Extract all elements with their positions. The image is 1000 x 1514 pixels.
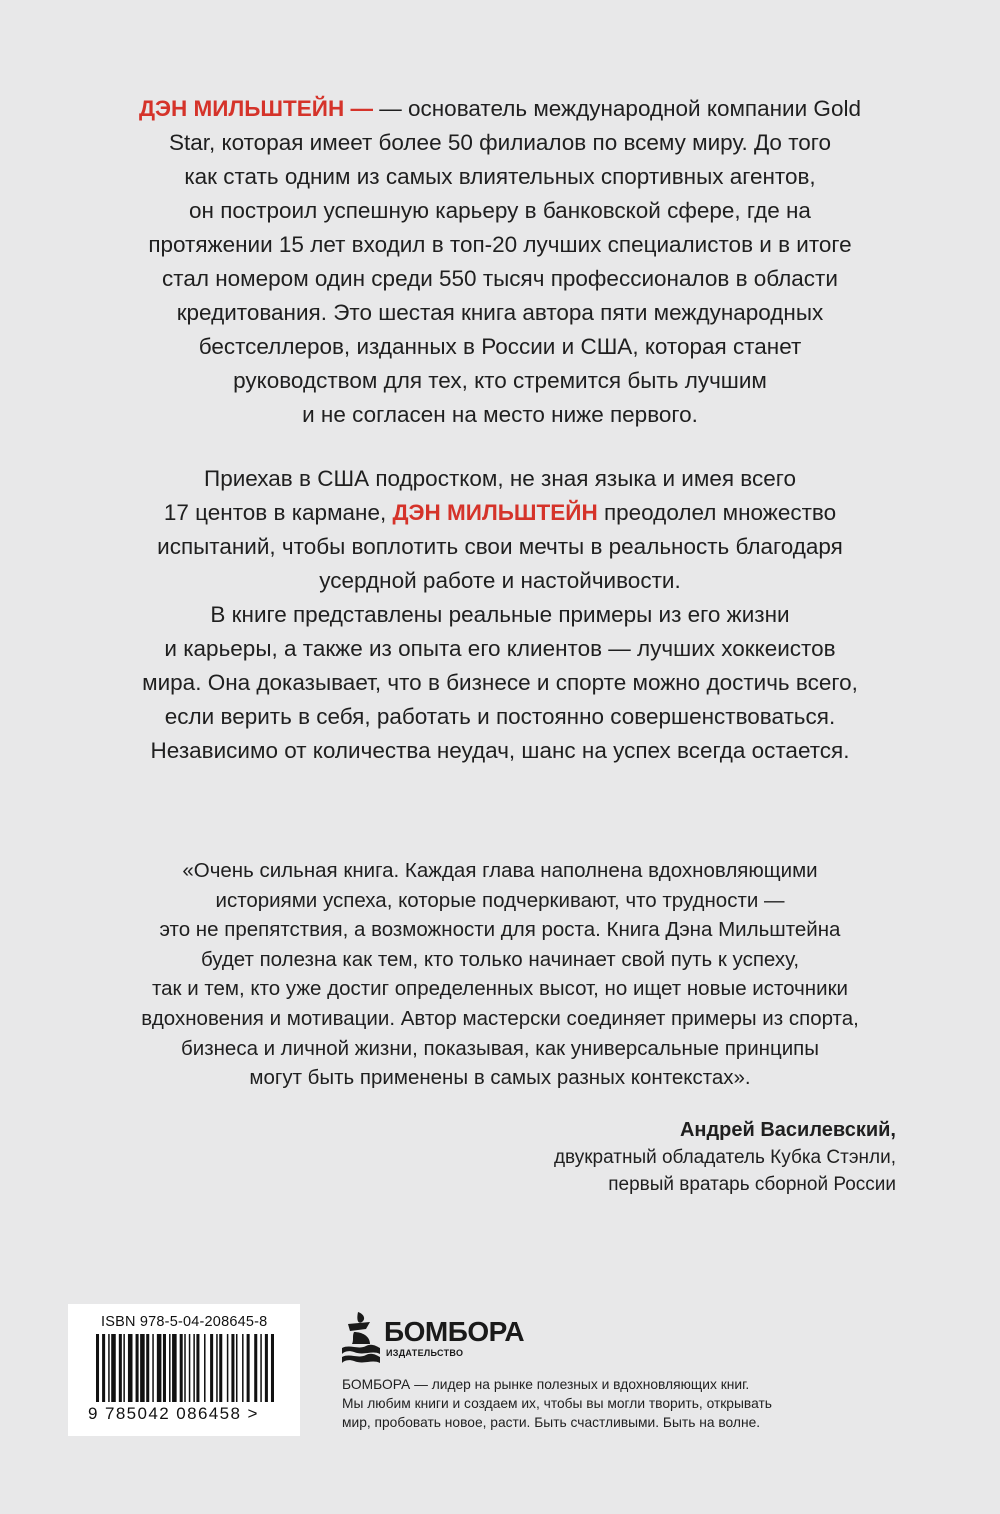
isbn-label: ISBN 978-5-04-208645-8 bbox=[101, 1314, 268, 1330]
bio-line: Независимо от количества неудач, шанс на успех всегда остается. bbox=[150, 738, 850, 763]
barcode-bar bbox=[219, 1334, 222, 1402]
barcode-bar bbox=[196, 1334, 199, 1402]
barcode-bar bbox=[157, 1334, 162, 1402]
attribution-title: двукратный обладатель Кубка Стэнли, bbox=[553, 1147, 896, 1168]
barcode-bar bbox=[242, 1334, 244, 1402]
bio-line: бестселлеров, изданных в России и США, которая станет bbox=[198, 334, 802, 359]
bio-line: испытаний, чтобы воплотить свои мечты в реальность благодаря bbox=[157, 534, 843, 559]
bio-line bbox=[70, 496, 930, 530]
barcode-bar bbox=[189, 1334, 191, 1402]
attribution-title: первый вратарь сборной России bbox=[608, 1174, 896, 1195]
quote-line: историями успеха, которые подчеркивают, что трудности — bbox=[215, 888, 785, 912]
bio-line: если верить в себя, работать и постоянно совершенствоваться. bbox=[164, 704, 836, 729]
quote-line: «Очень сильная книга. Каждая глава наполнена вдохновляющими bbox=[182, 859, 818, 882]
bio-line: Star, которая имеет более 50 филиалов по всему миру. До того bbox=[168, 130, 831, 155]
barcode-bar bbox=[204, 1334, 206, 1402]
barcode-bar bbox=[271, 1334, 274, 1402]
quote-line: вдохновения и мотивации. Автор мастерски соединяет примеры из спорта, bbox=[141, 1006, 859, 1030]
barcode-bar bbox=[96, 1334, 99, 1402]
barcode-bar bbox=[184, 1334, 186, 1402]
bio-line: мира. Она доказывает, что в бизнесе и спорте можно достичь всего, bbox=[142, 670, 858, 695]
barcode-bar bbox=[254, 1334, 257, 1402]
publisher-logo bbox=[340, 1310, 525, 1372]
barcode-bar bbox=[136, 1334, 139, 1402]
publisher-description bbox=[342, 1376, 772, 1432]
testimonial-quote bbox=[70, 856, 930, 1093]
barcode-bar bbox=[227, 1334, 229, 1402]
publisher-subtitle: ИЗДАТЕЛЬСТВО bbox=[386, 1348, 464, 1358]
isbn-barcode-box bbox=[68, 1304, 300, 1436]
barcode-bar bbox=[210, 1334, 213, 1402]
barcode-bar bbox=[231, 1334, 234, 1402]
publisher-desc-line: БОМБОРА — лидер на рынке полезных и вдохновляющих книг. bbox=[342, 1377, 750, 1392]
quote-line: могут быть применены в самых разных контекстах». bbox=[249, 1066, 751, 1090]
author-bio bbox=[70, 92, 930, 768]
attribution-name: Андрей Василевский, bbox=[679, 1119, 896, 1141]
barcode-bar bbox=[180, 1334, 183, 1402]
author-name-highlight: ДЭН МИЛЬШТЕЙН bbox=[139, 96, 345, 121]
bio-text: 17 центов в кармане, bbox=[163, 500, 393, 525]
quote-line: так и тем, кто уже достиг определенных высот, но ищет новые источники bbox=[151, 977, 848, 1001]
bio-line: и карьеры, а также из опыта его клиентов — лучших хоккеистов bbox=[164, 636, 836, 661]
barcode-bar bbox=[172, 1334, 177, 1402]
barcode-bar bbox=[247, 1334, 250, 1402]
barcode-bar bbox=[119, 1334, 122, 1402]
bio-line: и не согласен на место ниже первого. bbox=[302, 402, 698, 427]
barcode-digits: 9 785042 086458 > bbox=[88, 1404, 259, 1423]
bio-line: В книге представлены реальные примеры из его жизни bbox=[210, 602, 790, 627]
barcode-bar bbox=[163, 1334, 166, 1402]
quote-line: будет полезна как тем, кто только начинает свой путь к успеху, bbox=[200, 947, 800, 971]
barcode-bar bbox=[216, 1334, 218, 1402]
quote-line: бизнеса и личной жизни, показывая, как универсальные принципы bbox=[181, 1036, 819, 1060]
barcode-icon bbox=[96, 1334, 276, 1406]
bio-line: Приехав в США подростком, не зная языка и имея всего bbox=[204, 466, 796, 491]
barcode-bar bbox=[152, 1334, 154, 1402]
barcode-bar bbox=[169, 1334, 171, 1402]
bio-text: преодолел множество bbox=[597, 500, 837, 525]
bio-line: стал номером один среди 550 тысяч профессионалов в области bbox=[162, 266, 838, 291]
barcode-bar bbox=[111, 1334, 116, 1402]
wave-logo-icon bbox=[340, 1310, 382, 1366]
barcode-bar bbox=[108, 1334, 110, 1402]
author-name-highlight: ДЭН МИЛЬШТЕЙН bbox=[392, 500, 598, 525]
bio-line: ДЭН МИЛЬШТЕЙН — — основатель международной компании Gold bbox=[139, 96, 861, 121]
quote-line: это не препятствия, а возможности для роста. Книга Дэна Мильштейна bbox=[159, 918, 841, 942]
barcode-bar bbox=[260, 1334, 262, 1402]
bio-line: усердной работе и настойчивости. bbox=[319, 568, 681, 593]
bio-text: — основатель международной компании Gold bbox=[372, 96, 861, 121]
barcode-bar bbox=[146, 1334, 149, 1402]
paragraph-gap bbox=[70, 432, 930, 462]
bio-line: протяжении 15 лет входил в топ-20 лучших специалистов и в итоге bbox=[148, 232, 852, 257]
barcode-bar bbox=[102, 1334, 105, 1402]
publisher-name: БОМБОРА bbox=[384, 1316, 525, 1347]
quote-attribution bbox=[554, 1117, 896, 1198]
bio-line: кредитования. Это шестая книга автора пяти международных bbox=[176, 300, 824, 325]
barcode-bar bbox=[236, 1334, 238, 1402]
bio-line: руководством для тех, кто стремится быть лучшим bbox=[233, 368, 767, 393]
bio-line: как стать одним из самых влиятельных спортивных агентов, bbox=[184, 164, 816, 189]
barcode-bar bbox=[123, 1334, 125, 1402]
barcode-bar bbox=[140, 1334, 145, 1402]
barcode-bar bbox=[193, 1334, 195, 1402]
bio-line: он построил успешную карьеру в банковской сфере, где на bbox=[189, 198, 811, 223]
publisher-desc-line: Мы любим книги и создаем их, чтобы вы могли творить, открывать bbox=[342, 1395, 772, 1411]
publisher-desc-line: мир, пробовать новое, расти. Быть счастливыми. Быть на волне. bbox=[342, 1414, 761, 1430]
barcode-bar bbox=[128, 1334, 133, 1402]
barcode-bar bbox=[265, 1334, 268, 1402]
